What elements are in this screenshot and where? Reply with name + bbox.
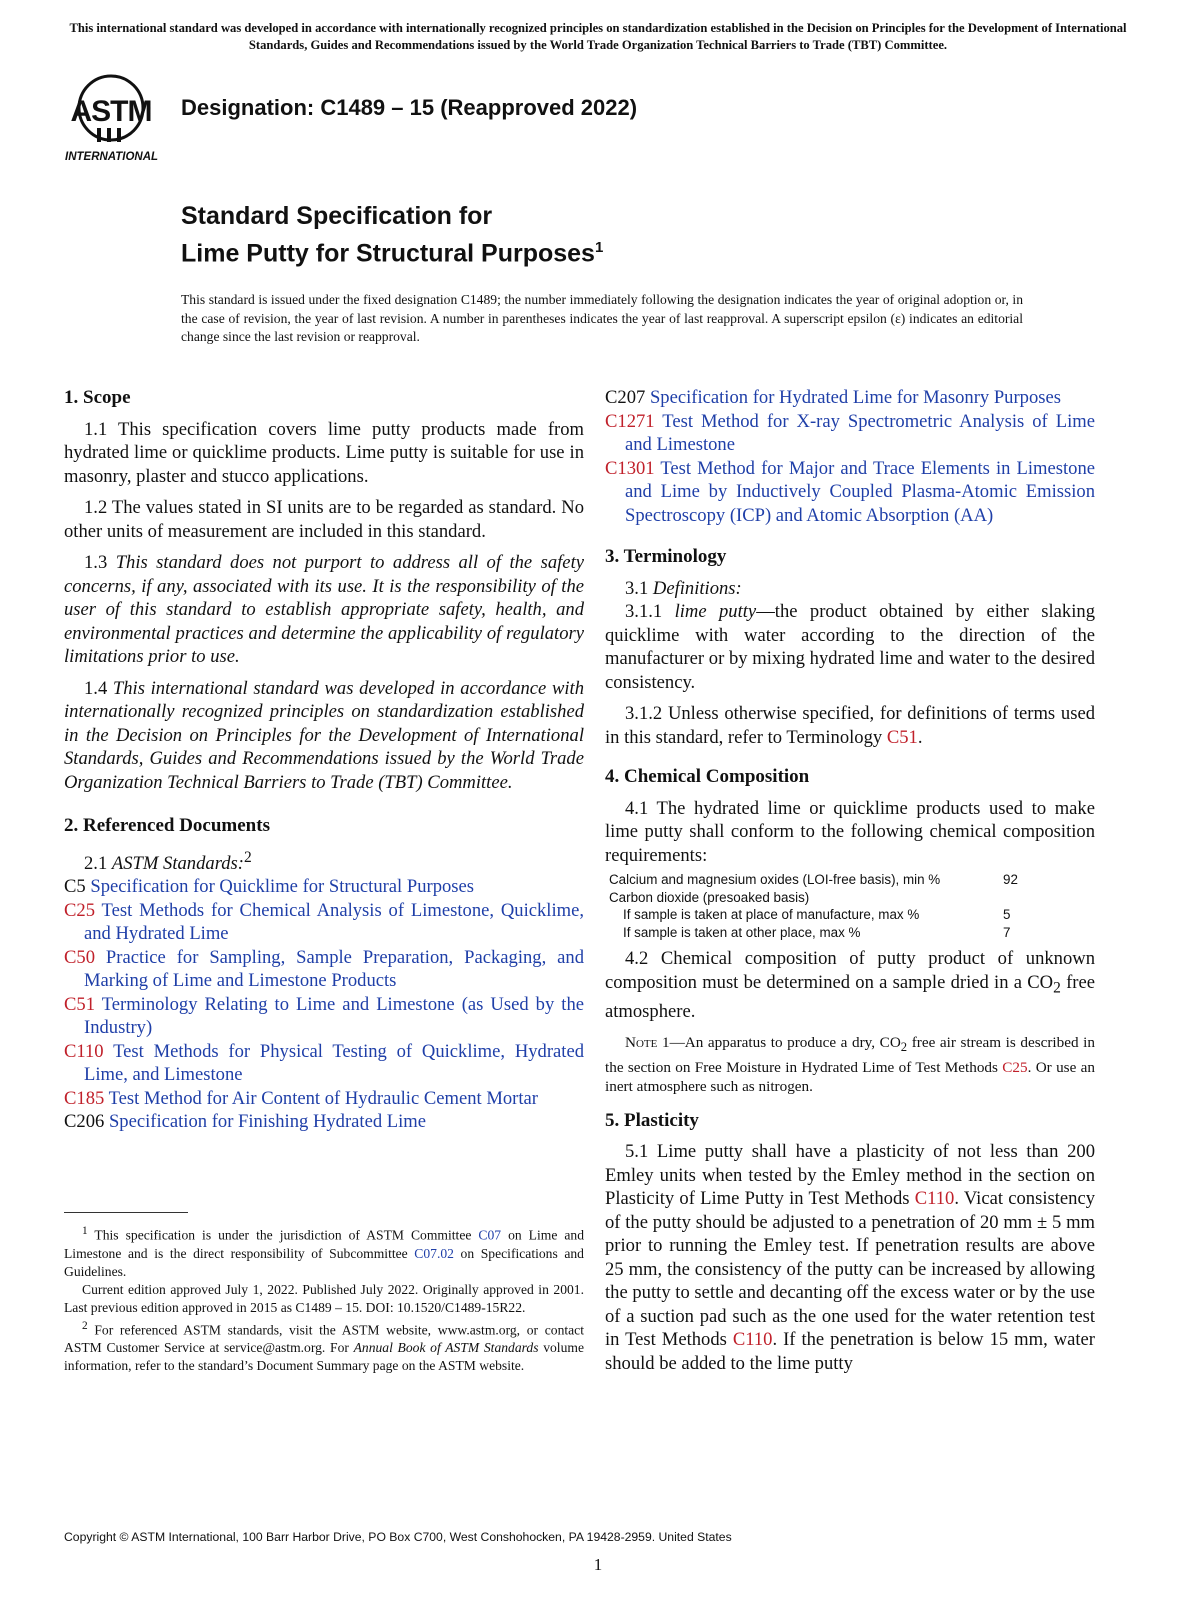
- title-line-1: Standard Specification for: [181, 202, 493, 230]
- term-other-text: 3.1.2 Unless otherwise specified, for definitions of terms used in this standard, refer to Terminology: [605, 703, 1095, 748]
- footnote-1-c: on Specifications and Guidelines.: [64, 1245, 584, 1279]
- scope-1-4: [64, 677, 584, 795]
- title-line-2: Lime Putty for Structural Purposes: [181, 239, 595, 268]
- definitions-label: [605, 577, 1095, 601]
- ref-code: C185: [64, 1087, 105, 1109]
- note-c: . Or use an inert atmosphere such as nitrogen.: [605, 1058, 1095, 1096]
- note-a: —An apparatus to produce a dry, CO: [669, 1034, 901, 1052]
- table-value: 7: [1003, 924, 1011, 940]
- svg-text:ASTM: ASTM: [70, 95, 152, 128]
- table-row: [609, 924, 1095, 942]
- footnote-1-a: This specification is under the jurisdiction of ASTM Committee: [87, 1227, 479, 1243]
- footnote-divider: [64, 1212, 188, 1213]
- ref-title-link[interactable]: Terminology Relating to Lime and Limestone (as Used by the Industry): [84, 993, 585, 1039]
- ref-title-link[interactable]: Test Methods for Chemical Analysis of Limestone, Quicklime, and Hydrated Lime: [84, 899, 585, 945]
- footnote-2-a: For referenced ASTM standards, visit the ASTM website, www.astm.org, or contact ASTM Customer Service at service@astm.org. For: [64, 1322, 584, 1356]
- footnote-2-italic: Annual Book of ASTM Standards: [353, 1340, 539, 1356]
- intro-text: ASTM Standards:: [111, 852, 244, 874]
- table-label: Carbon dioxide (presoaked basis): [609, 889, 810, 905]
- ref-title-link[interactable]: Test Methods for Physical Testing of Quicklime, Hydrated Lime, and Limestone: [84, 1040, 584, 1086]
- chemical-4-2-b: free atmosphere.: [605, 971, 1095, 1022]
- scope-1-3-text: This standard does not purport to address all of the safety concerns, if any, associated with its use. It is the responsibility of the user of this standard to establish appropriate safety, health, and environmental practices and determine the applicability of regulatory limitations prior to use.: [64, 552, 584, 667]
- ref-link-c110[interactable]: C110: [732, 1329, 773, 1351]
- ref-link-c110[interactable]: C110: [914, 1188, 955, 1210]
- ref-c206[interactable]: [64, 1110, 584, 1134]
- chemical-heading: 4. Chemical Composition: [605, 766, 810, 787]
- ref-code: C207: [605, 387, 646, 408]
- title-footnote-mark: 1: [594, 239, 604, 256]
- left-column: [64, 386, 584, 1134]
- defs-text: Definitions:: [652, 577, 742, 599]
- footnotes: [64, 1222, 584, 1375]
- ref-c50[interactable]: [64, 946, 584, 993]
- chemical-4-2-sub: 2: [1053, 979, 1061, 997]
- plasticity-c: . If the penetration is below 15 mm, water should be added to the lime putty: [605, 1329, 1095, 1374]
- table-row: [609, 906, 1095, 924]
- footnote-1-b: on Lime and Limestone and is the direct responsibility of Subcommittee: [64, 1227, 585, 1261]
- ref-title-link[interactable]: Test Method for Air Content of Hydraulic Cement Mortar: [108, 1087, 538, 1109]
- scope-1-1: 1.1 This specification covers lime putty products made from hydrated lime or quicklime products. Lime putty is suitable for use in masonry, plaster and stucco applications.: [64, 418, 584, 487]
- scope-1-4-num: 1.4: [84, 677, 108, 699]
- footnote-2-b: volume information, refer to the standard’s Document Summary page on the ASTM website.: [64, 1340, 584, 1374]
- subcommittee-c0702-link[interactable]: C07.02: [414, 1245, 454, 1261]
- scope-1-3: [64, 551, 584, 669]
- ref-code: C50: [64, 946, 95, 968]
- footnote-1: [64, 1222, 584, 1281]
- table-value: 5: [1003, 907, 1011, 922]
- term-definition: —the product obtained by either slaking quicklime with water according to the direction of the manufacturer or by mixing hydrated lime and water to the desired consistency.: [605, 601, 1095, 693]
- note-b: free air stream is described in the section on Free Moisture in Hydrated Lime of Test Methods: [605, 1034, 1095, 1076]
- footnote-1-edition: Current edition approved July 1, 2022. Published July 2022. Originally approved in 2001. Last previous edition approved in 2015 as C1489 – 15. DOI: 10.1520/C1489-15R22.: [64, 1281, 584, 1315]
- footnote-1-mark: 1: [82, 1225, 88, 1237]
- ref-code: C51: [64, 993, 95, 1015]
- table-label: If sample is taken at other place, max %: [623, 924, 861, 940]
- chemical-requirements-table: [609, 871, 1095, 941]
- term-other-end: .: [917, 726, 923, 748]
- ref-c185[interactable]: [64, 1087, 584, 1111]
- svg-text:INTERNATIONAL: INTERNATIONAL: [65, 151, 159, 163]
- table-row: [609, 871, 1095, 889]
- intro-sup: 2: [243, 848, 252, 866]
- chemical-4-1: 4.1 The hydrated lime or quicklime products used to make lime putty shall conform to the following chemical composition requirements:: [605, 797, 1095, 866]
- table-row: [609, 889, 1095, 907]
- ref-c25[interactable]: [64, 899, 584, 946]
- ref-title-link[interactable]: Specification for Quicklime for Structural Purposes: [90, 876, 475, 898]
- term-num: 3.1.1: [625, 601, 663, 622]
- plasticity-b: . Vicat consistency of the putty should be adjusted to a penetration of 20 mm ± 5 mm prior to running the Emley test. If penetration results are above 25 mm, the consistency of the putty can be increased by allowing the putty to settle and decanting off the excess water or by the use of a suction pad such as the one used for the water retention test in Test Methods: [605, 1188, 1095, 1351]
- ref-link-c25[interactable]: C25: [1002, 1058, 1028, 1076]
- ref-c1271[interactable]: [605, 410, 1095, 457]
- copyright: Copyright © ASTM International, 100 Barr Harbor Drive, PO Box C700, West Conshohocken, PA 19428-2959. United States: [64, 1530, 732, 1544]
- table-value: 92: [1003, 872, 1018, 887]
- note-1: [605, 1033, 1095, 1097]
- tbt-notice: This international standard was developed in accordance with internationally recognized principles on standardization established in the Decision on Principles for the Development of International Standards, Guides and Recommendations issued by the World Trade Organization Technical Barriers to Trade (TBT) Committee.: [69, 21, 1127, 52]
- scope-heading: 1. Scope: [64, 387, 131, 408]
- designation: Designation: C1489 – 15 (Reapproved 2022): [181, 95, 638, 120]
- term-lime-putty: [605, 600, 1095, 694]
- ref-code: C25: [64, 899, 95, 921]
- footnote-2-mark: 2: [82, 1319, 88, 1332]
- terminology-heading: 3. Terminology: [605, 546, 727, 567]
- term-name: lime putty: [674, 601, 757, 622]
- ref-code: C1271: [605, 410, 655, 432]
- note-sub: 2: [900, 1040, 908, 1055]
- referenced-heading: 2. Referenced Documents: [64, 815, 270, 836]
- ref-c110[interactable]: [64, 1040, 584, 1087]
- chemical-4-2: [605, 947, 1095, 1023]
- preface: This standard is issued under the fixed designation C1489; the number immediately following the designation indicates the year of original adoption or, in the case of revision, the year of last revision. A number in parentheses indicates the year of last reapproval. A superscript epsilon (ε) indicates an editorial change since the last revision or reapproval.: [181, 292, 1023, 344]
- term-other: [605, 702, 1095, 749]
- ref-c5[interactable]: [64, 875, 584, 899]
- plasticity-5-1: [605, 1140, 1095, 1375]
- ref-c51[interactable]: [64, 993, 584, 1040]
- plasticity-a: 5.1 Lime putty shall have a plasticity of not less than 200 Emley units when tested by the Emley method in the section on Plasticity of Lime Putty in Test Methods: [605, 1141, 1095, 1210]
- document-title: [181, 200, 603, 269]
- ref-c1301[interactable]: [605, 457, 1095, 528]
- intro-num: 2.1: [84, 852, 108, 874]
- ref-code: C110: [64, 1040, 104, 1062]
- ref-link-c51[interactable]: C51: [886, 726, 918, 748]
- ref-code: C206: [64, 1111, 105, 1133]
- ref-title-link[interactable]: Practice for Sampling, Sample Preparation, Packaging, and Marking of Lime and Limestone Products: [84, 946, 584, 992]
- committee-c07-link[interactable]: C07: [478, 1227, 502, 1243]
- scope-1-3-num: 1.3: [84, 552, 108, 573]
- table-label: Calcium and magnesium oxides (LOI-free basis), min %: [609, 872, 941, 887]
- astm-logo: [63, 70, 173, 166]
- plasticity-heading: 5. Plasticity: [605, 1109, 699, 1131]
- scope-1-4-text: This international standard was developed in accordance with internationally recognized principles on standardization established in the Decision on Principles for the Development of International Standards, Guides and Recommendations issued by the World Trade Organization Technical Barriers to Trade (TBT) Committee.: [64, 677, 584, 793]
- page-number: 1: [593, 1555, 603, 1574]
- right-column: [605, 386, 1095, 1383]
- footnote-2: [64, 1317, 584, 1376]
- ref-title-link[interactable]: Test Method for X-ray Spectrometric Analysis of Lime and Limestone: [625, 410, 1095, 455]
- note-label: Note 1: [625, 1034, 670, 1052]
- astm-standards-intro: [64, 846, 584, 876]
- chemical-4-2-a: 4.2 Chemical composition of putty product of unknown composition must be determined on a sample dried in a CO: [605, 948, 1095, 993]
- defs-num: 3.1: [625, 577, 649, 599]
- ref-title-link[interactable]: Specification for Finishing Hydrated Lime: [108, 1111, 427, 1133]
- ref-title-link[interactable]: Test Method for Major and Trace Elements in Limestone and Lime by Inductively Coupled Plasma-Atomic Emission Spectroscopy (ICP) and Atomic Absorption (AA): [625, 457, 1096, 526]
- ref-title-link[interactable]: Specification for Hydrated Lime for Masonry Purposes: [649, 387, 1061, 408]
- scope-1-2: 1.2 The values stated in SI units are to be regarded as standard. No other units of measurement are included in this standard.: [64, 497, 584, 542]
- ref-code: C5: [64, 876, 86, 898]
- ref-c207[interactable]: [605, 386, 1095, 410]
- ref-code: C1301: [605, 457, 655, 479]
- table-label: If sample is taken at place of manufacture, max %: [623, 907, 920, 922]
